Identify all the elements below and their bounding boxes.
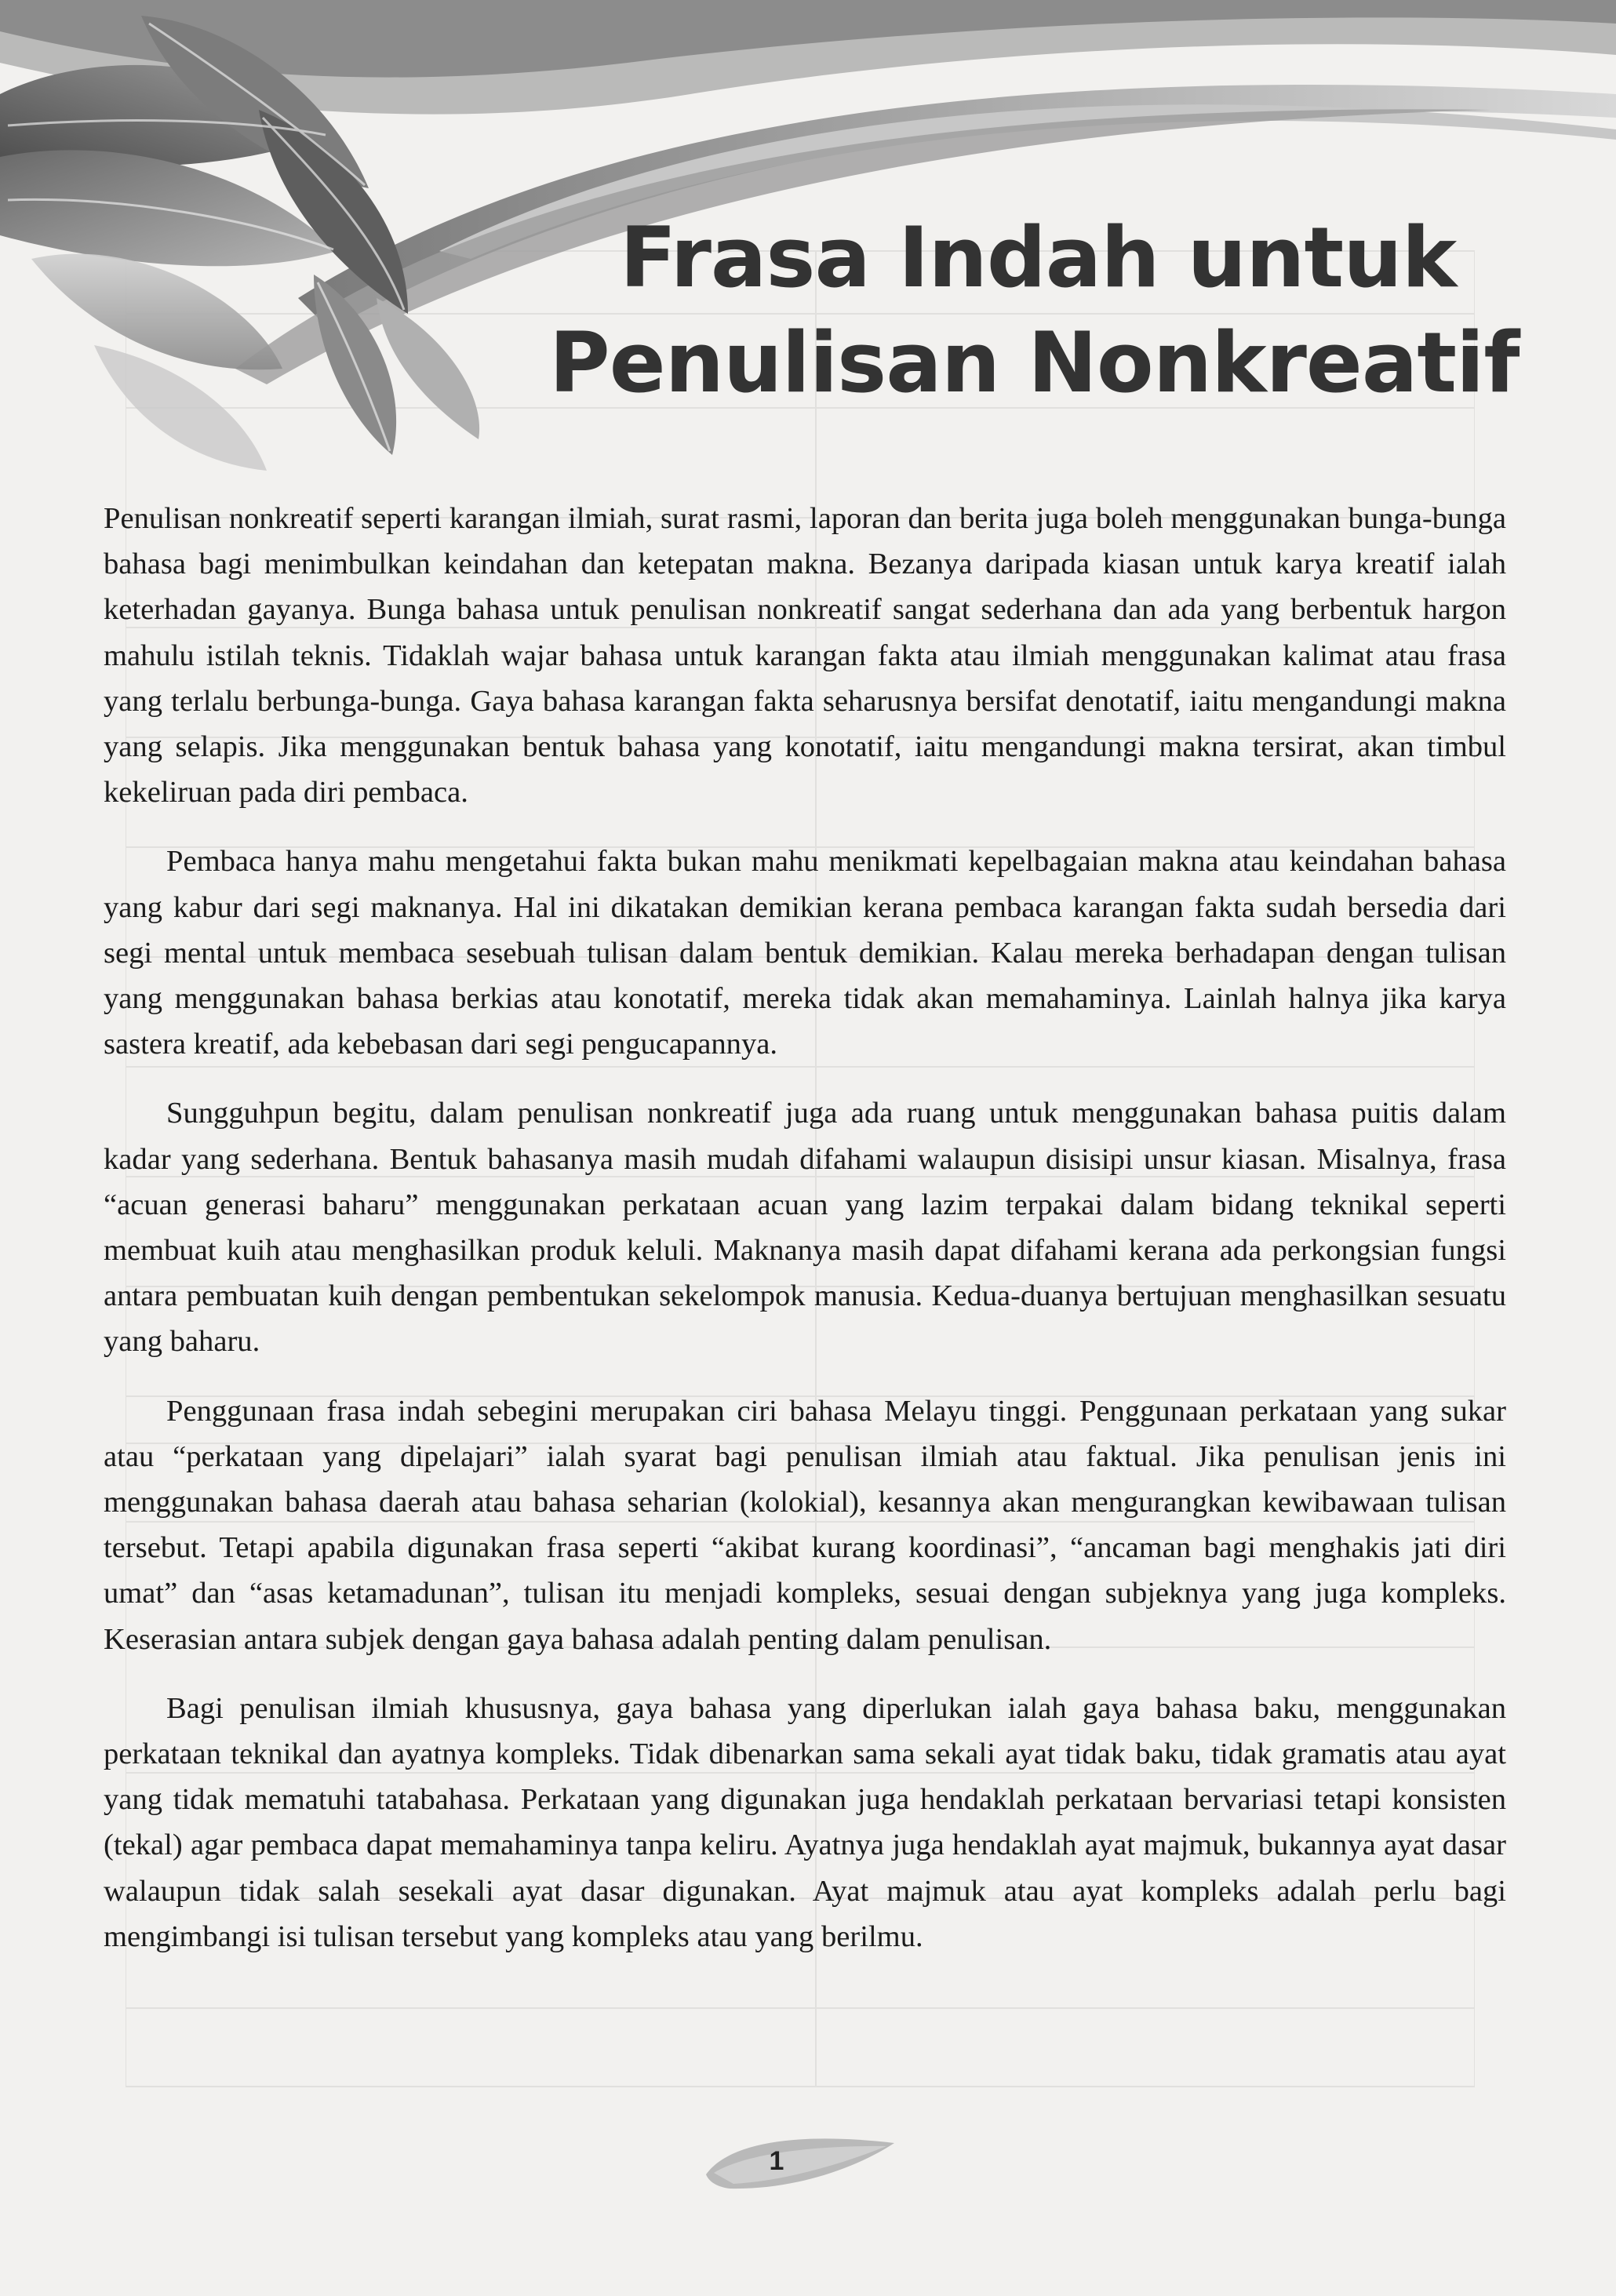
page-number: 1	[769, 2146, 784, 2176]
title-line-2: Penulisan Nonkreatif	[549, 315, 1520, 411]
title-line-1: Frasa Indah untuk	[620, 209, 1457, 306]
page-title	[549, 206, 1592, 416]
body-text	[104, 496, 1506, 1983]
page-number-badge	[698, 2126, 902, 2196]
paragraph-5: Bagi penulisan ilmiah khususnya, gaya bahasa yang diperlukan ialah gaya bahasa baku, menggunakan perkataan teknikal dan ayatnya kompleks. Tidak dibenarkan sama sekali ayat tidak baku, tidak gramatis atau ayat yang tidak mematuhi tatabahasa. Perkataan yang digunakan juga hendaklah perkataan bervariasi tetapi konsisten (tekal) agar pembaca dapat memahaminya tanpa keliru. Ayatnya juga hendaklah ayat majmuk, bukannya ayat dasar walaupun tidak salah sesekali ayat dasar digunakan. Ayat majmuk atau ayat kompleks adalah perlu bagi mengimbangi isi tulisan tersebut yang kompleks atau yang berilmu.	[104, 1691, 1506, 1953]
paragraph-2: Pembaca hanya mahu mengetahui fakta bukan mahu menikmati kepelbagaian makna atau keindahan bahasa yang kabur dari segi maknanya. Hal ini dikatakan demikian kerana pembaca karangan fakta sudah bersedia dari segi mental untuk membaca sesebuah tulisan dalam bentuk demikian. Kalau mereka berhadapan dengan tulisan yang menggunakan bahasa berkias atau konotatif, mereka tidak akan memahaminya. Lainlah halnya jika karya sastera kreatif, ada kebebasan dari segi pengucapannya.	[104, 845, 1506, 1061]
paragraph-4: Penggunaan frasa indah sebegini merupakan ciri bahasa Melayu tinggi. Penggunaan perkataan yang sukar atau “perkataan yang dipelajari” ialah syarat bagi penulisan ilmiah atau faktual. Jika penulisan jenis ini menggunakan bahasa daerah atau bahasa seharian (kolokial), kesannya akan mengurangkan kewibawaan tulisan tersebut. Tetapi apabila digunakan frasa seperti “akibat kurang koordinasi”, “ancaman bagi menghakis jati diri umat” dan “asas ketamadunan”, tulisan itu menjadi kompleks, sesuai dengan subjeknya yang juga kompleks. Keserasian antara subjek dengan gaya bahasa adalah penting dalam penulisan.	[104, 1394, 1506, 1656]
paragraph-3: Sungguhpun begitu, dalam penulisan nonkreatif juga ada ruang untuk menggunakan bahasa puitis dalam kadar yang sederhana. Bentuk bahasanya masih mudah difahami walaupun disisipi unsur kiasan. Misalnya, frasa “acuan generasi baharu” menggunakan perkataan acuan yang lazim terpakai dalam bidang teknikal seperti membuat kuih atau menghasilkan produk keluli. Maknanya masih dapat difahami kerana ada perkongsian fungsi antara pembuatan kuih dengan pembentukan sekelompok manusia. Kedua-duanya bertujuan menghasilkan sesuatu yang baharu.	[104, 1097, 1506, 1359]
paragraph-1: Penulisan nonkreatif seperti karangan ilmiah, surat rasmi, laporan dan berita juga boleh menggunakan bunga-bunga bahasa bagi menimbulkan keindahan dan ketepatan makna. Bezanya daripada kiasan untuk karya kreatif ialah keterhadan gayanya. Bunga bahasa untuk penulisan nonkreatif sangat sederhana dan ada yang berbentuk hargon mahulu istilah teknis. Tidaklah wajar bahasa untuk karangan fakta atau ilmiah menggunakan kalimat atau frasa yang terlalu berbunga-bunga. Gaya bahasa karangan fakta seharusnya bersifat denotatif, iaitu mengandungi makna yang selapis. Jika menggunakan bentuk bahasa yang konotatif, iaitu mengandungi makna tersirat, akan timbul kekeliruan pada diri pembaca.	[104, 502, 1506, 810]
